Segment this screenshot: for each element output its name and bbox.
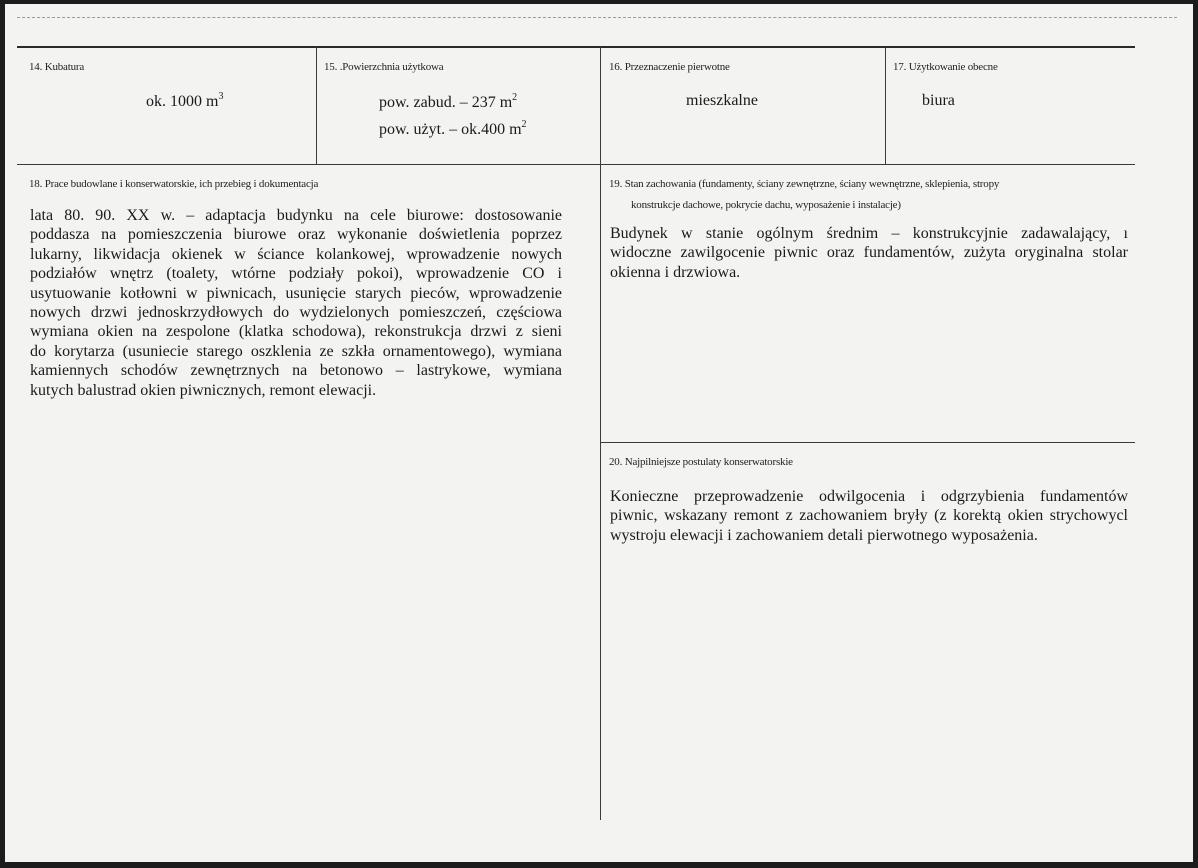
section-20-label: 20. Najpilniejsze postulaty konserwatorskie (609, 456, 793, 468)
text-line: lata 80. 90. XX w. – adaptacja budynku na cele biurowe: dostosowanie (30, 207, 562, 224)
text-line: kutych balustrad okien piwnicznych, remont elewacji. (30, 381, 377, 399)
text-line: usytuowanie kotłowni w piwnicach, usunięcie starych pieców, wprowadzenie (30, 284, 562, 302)
usable-area-exponent: 2 (521, 119, 527, 130)
section-15-built-area (379, 93, 517, 113)
col-divider-14-15 (316, 47, 317, 165)
section-18-text (30, 206, 562, 400)
kubatura-unit-exponent: 3 (218, 91, 224, 102)
section-20-top-border (601, 442, 1135, 443)
col-divider-16-17 (885, 47, 886, 165)
text-line: nowych drzwi jednoskrzydłowych do wydzielonych pomieszczeń, częściowa (30, 304, 562, 322)
col-divider-center (600, 47, 601, 820)
usable-area-text: pow. użyt. – ok.400 m (379, 121, 522, 138)
text-line: lukarny, likwidacja okienek w ściance kolankowej, wprowadzenie nowych (30, 245, 562, 263)
section-17-label: 17. Użytkowanie obecne (893, 61, 998, 73)
top-dashed-rule (17, 17, 1177, 18)
built-area-text: pow. zabud. – 237 m (379, 94, 513, 111)
section-14-label: 14. Kubatura (29, 61, 85, 73)
text-line: poddasza na pomieszczenia biurowe oraz wykonanie doświetlenia poprzez (30, 226, 562, 244)
text-line: Budynek w stanie ogólnym średnim – konstrukcyjnie zadawalający, ı (610, 225, 1128, 242)
text-line: podziałów wnętrz (toalety, wtórne podziały pokoi), wprowadzenie CO i (30, 265, 562, 283)
built-area-exponent: 2 (512, 92, 518, 103)
text-line: okienna i drzwiowa. (610, 263, 741, 281)
section-16-value: mieszkalne (686, 92, 758, 109)
text-line: wystroju elewacji i zachowaniem detali pierwotnego wyposażenia. (610, 526, 1038, 544)
section-19-label-line2: konstrukcje dachowe, pokrycie dachu, wyposażenie i instalacje) (631, 199, 901, 211)
section-20-text (610, 487, 1128, 545)
section-15-usable-area (379, 120, 527, 140)
section-17-value: biura (922, 92, 955, 109)
text-line: Konieczne przeprowadzenie odwilgocenia i odgrzybienia fundamentów (610, 488, 1128, 505)
text-line: widoczne zawilgocenie piwnic oraz fundamentów, zużyta oryginalna stolar (610, 244, 1128, 262)
section-15-label: 15. .Powierzchnia użytkowa (324, 61, 444, 73)
table-top-border (17, 46, 1135, 48)
scanned-form-page (5, 4, 1193, 862)
text-line: do korytarza (usuniecie starego oszklenia ze szkła ornamentowego), wymiana (30, 342, 562, 360)
kubatura-value-text: ok. 1000 m (146, 93, 219, 110)
text-line: wymiana okien na zespolone (klatka schodowa), rekonstrukcja drzwi z sieni (30, 323, 562, 341)
text-line: kamiennych schodów zewnętrznych na betonowo – lastrykowe, wymiana (30, 362, 562, 380)
text-line: piwnic, wskazany remont z zachowaniem bryły (z korektą okien strychowycl (610, 507, 1128, 525)
section-19-label-line1: 19. Stan zachowania (fundamenty, ściany zewnętrzne, ściany wewnętrzne, sklepienia, stropy (609, 178, 1000, 190)
section-14-value (146, 92, 223, 112)
section-16-label: 16. Przeznaczenie pierwotne (609, 61, 730, 73)
section-19-text (610, 224, 1128, 282)
row-divider-1 (17, 164, 1135, 165)
section-18-label: 18. Prace budowlane i konserwatorskie, ich przebieg i dokumentacja (29, 178, 319, 190)
